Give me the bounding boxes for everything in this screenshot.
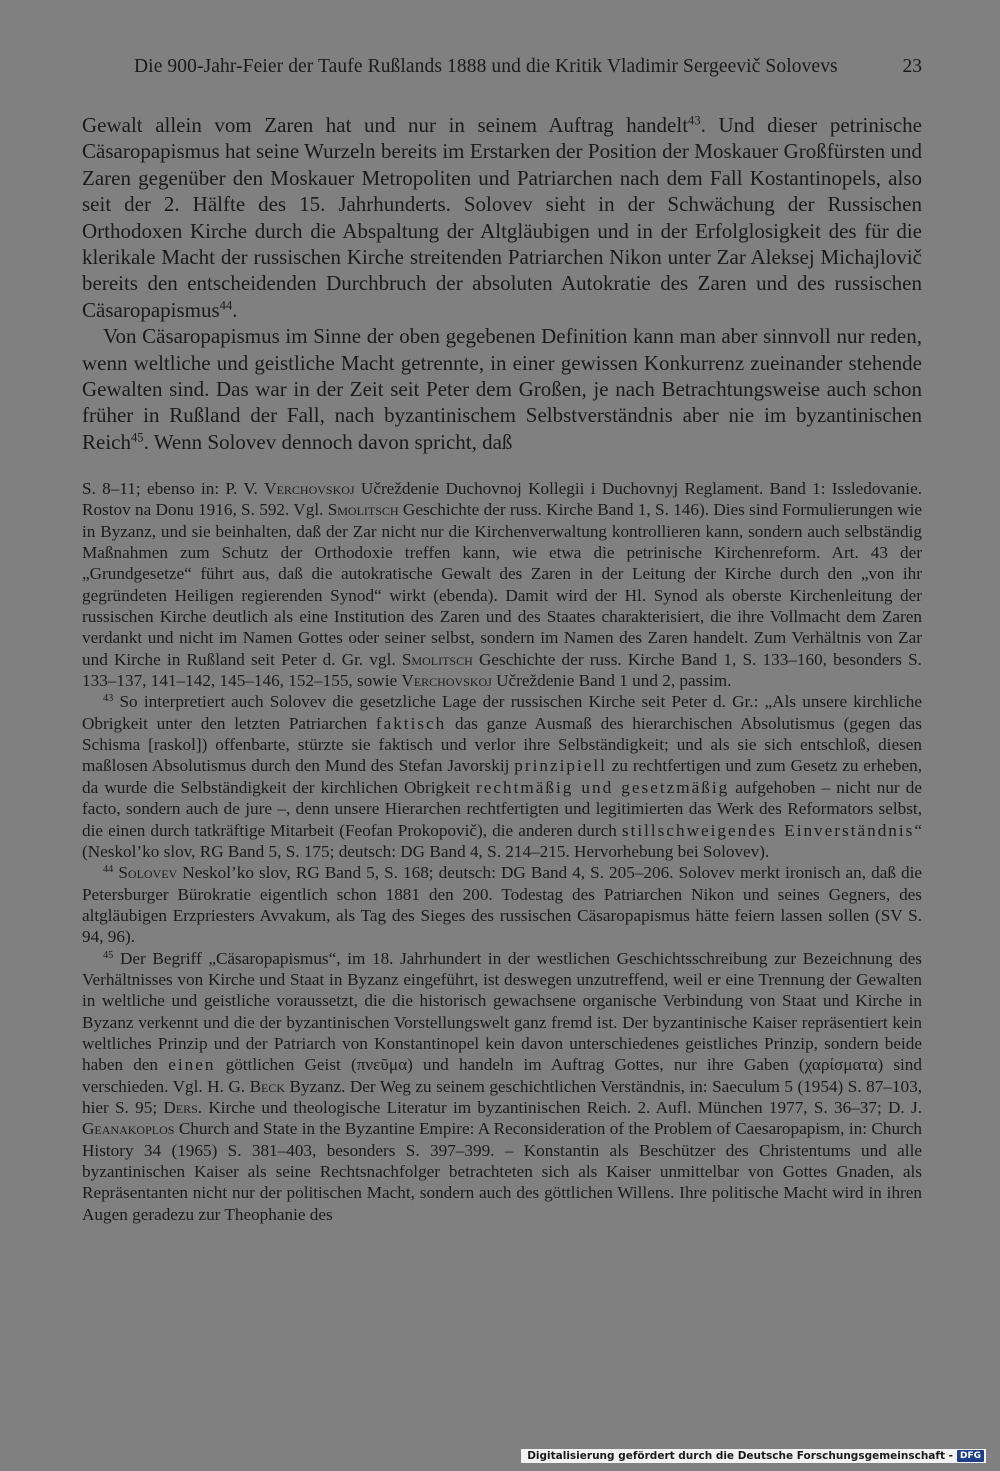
footnotes: [82, 478, 922, 1225]
footnote-ref-43[interactable]: 43: [688, 113, 701, 128]
running-title: Die 900-Jahr-Feier der Taufe Rußlands 1888 und die Kritik Vladimir Sergeevič Solovevs: [134, 56, 838, 77]
digitization-credit: [521, 1449, 986, 1463]
body-paragraph-1: Gewalt allein vom Zaren hat und nur in seinem Auftrag handelt$^{43}$. Und dieser petrinische Cäsaropapismus hat seine Wurzeln bereits im Erstarken der Position der Moskauer Großfürsten und Zaren gegenüber den Moskauer Metropoliten und Patriarchen nach dem Fall Kostantinopels, also seit der 2. Hälfte des 15. Jahrhunderts. Solovev sieht in der Schwächung der Russischen Orthodoxen Kirche durch die Abspaltung der Altgläubigen und in der Erfolglosigkeit des für die klerikale Macht der russischen Kirche streitenden Patriarchen Nikon unter Zar Aleksej Michajlovič bereits den entscheidenden Durchbruch der absoluten Autokratie des Zaren und des russischen Cäsaropapismus$^{44}$.: [82, 113, 922, 322]
footnote-44: $^{44}$ Solovev Neskol’ko slov, RG Band 5, S. 168; deutsch: DG Band 4, S. 205–206. Solovev merkt ironisch an, daß die Petersburger Bürokratie eigentlich schon 1881 den 200. Todestag des Patriarchen Nikon und seines Gegners, des altgläubigen Erzpriesters Avvakum, als Tag des Sieges des russischen Cäsaropapismus hätte feiern lassen sollen (SV S. 94, 96).: [82, 863, 923, 947]
footnote-number: 45: [103, 949, 114, 961]
credit-text: Digitalisierung gefördert durch die Deutsche Forschungsgemeinschaft -: [527, 1450, 953, 1462]
footnote-continuation: S. 8–11; ebenso in: P. V. Verchovskoj Učreždenie Duchovnoj Kollegii i Duchovnyj Reglament. Band 1: Issledovanie. Rostov na Donu 1916, S. 592. Vgl. Smolitsch Geschichte der russ. Kirche Band 1, S. 146). Dies sind Formulierungen wie in Byzanz, und sie beinhalten, daß der Zar nicht nur die Kirchenverwaltung kontrollieren kann, sondern auch selbständig Maßnahmen zum Schutz der Orthodoxie treffen kann, wie etwa die petrinische Kirchenreform. Art. 43 der „Grundgesetze“ führt aus, daß die autokratische Gewalt des Zaren in der Leitung der Kirche durch den „von ihr gegründeten Heiligen regierenden Synod“ wirkt (ebenda). Damit wird der Hl. Synod als oberste Kirchenleitung der russischen Kirche deutlich als eine Institution des Zaren und des Staates charakterisiert, die ihre Vollmacht dem Zaren verdankt und nicht im Namen Gottes oder seiner selbst, sondern im Namen des Zaren handelt. Zum Verhältnis von Zar und Kirche in Rußland seit Peter d. Gr. vgl. Smolitsch Geschichte der russ. Kirche Band 1, S. 133–160, besonders S. 133–137, 141–142, 145–146, 152–155, sowie Verchovskoj Učreždenie Band 1 und 2, passim.: [82, 479, 923, 691]
footnote-number: 44: [103, 864, 114, 875]
footnote-number: 43: [103, 693, 114, 705]
body-paragraph-2: Von Cäsaropapismus im Sinne der oben gegebenen Definition kann man aber sinnvoll nur reden, wenn weltliche und geistliche Macht getrennte, in einer gewissen Konkurrenz zueinander stehende Gewalten sind. Das war in der Zeit seit Peter dem Großen, je nach Betrachtungsweise auch schon früher in Rußland der Fall, nach byzantinischem Selbstverständnis aber nie im byzantinischen Reich$^{45}$. Wenn Solovev dennoch davon spricht, daß: [82, 324, 922, 454]
footnote-ref-45[interactable]: 45: [130, 430, 144, 445]
footnote-43: $^{43}$ So interpretiert auch Solovev die gesetzliche Lage der russischen Kirche seit Peter d. Gr.: „Als unsere kirchliche Obrigkeit unter den letzten Patriarchen faktisch das ganze Ausmaß des hierarchischen Absolutismus (gegen das Schisma [raskol]) offenbarte, stürzte sie faktisch und verlor ihre Selbständigkeit; und als sie sich entschloß, diesen maßlosen Absolutismus durch den Mund des Stefan Javorskij prinzipiell zu rechtfertigen und zum Gesetz zu erheben, da wurde die Selbständigkeit der kirchlichen Obrigkeit rechtmäßig und gesetzmäßig aufgehoben – nicht nur de facto, sondern auch de jure –, denn unsere Hierarchen rechtfertigten und legitimierten das Werk des Reformators selbst, die einen durch tatkräftige Mitarbeit (Feofan Prokopovič), die anderen durch stillschweigendes Einverständnis“ (Neskol’ko slov, RG Band 5, S. 175; deutsch: DG Band 4, S. 214–215. Hervorhebung bei Solovev).: [82, 692, 922, 861]
footnote-ref-44[interactable]: 44: [219, 298, 233, 313]
dfg-logo: DFG: [957, 1450, 984, 1462]
footnote-45: $^{45}$ Der Begriff „Cäsaropapismus“, im 18. Jahrhundert in der westlichen Geschichtsschreibung zur Bezeichnung des Verhältnisses von Kirche und Staat in Byzanz eingeführt, ist deswegen unzutreffend, weil er eine Trennung der Gewalten in weltliche und geistliche voraussetzt, die die historisch gewachsene organische Verbindung von Staat und Kirche in Byzanz verkennt und die der byzantinischen Vorstellungswelt ganz fremd ist. Der byzantinische Kaiser repräsentiert kein weltliches Prinzip und der Patriarch von Konstantinopel kein davon unterschiedenes geistliches Prinzip, sondern beide haben den einen göttlichen Geist (πνεῦμα) und handeln im Auftrag Gottes, nur ihre Gaben (χαρίσματα) sind verschieden. Vgl. H. G. Beck Byzanz. Der Weg zu seinem geschichtlichen Verständnis, in: Saeculum 5 (1954) S. 87–103, hier S. 95; Ders. Kirche und theologische Literatur im byzantinischen Reich. 2. Aufl. München 1977, S. 36–37; D. J. Geanakoplos Church and State in the Byzantine Empire: A Reconsideration of the Problem of Caesaropapism, in: Church History 34 (1965) S. 381–403, besonders S. 397–399. – Konstantin als Beschützer des Christentums und alle byzantinischen Kaiser als seine Rechtsnachfolger betrachteten sich als Kaiser unmittelbar von Gottes Gnaden, als Repräsentanten nicht nur der politischen Macht, sondern auch des göttlichen Willens. Ihre politische Macht wird in ihren Augen geradezu zur Theophanie des: [82, 948, 922, 1224]
running-head: [82, 54, 922, 80]
body-text: [82, 112, 922, 455]
page-number: 23: [902, 56, 922, 77]
